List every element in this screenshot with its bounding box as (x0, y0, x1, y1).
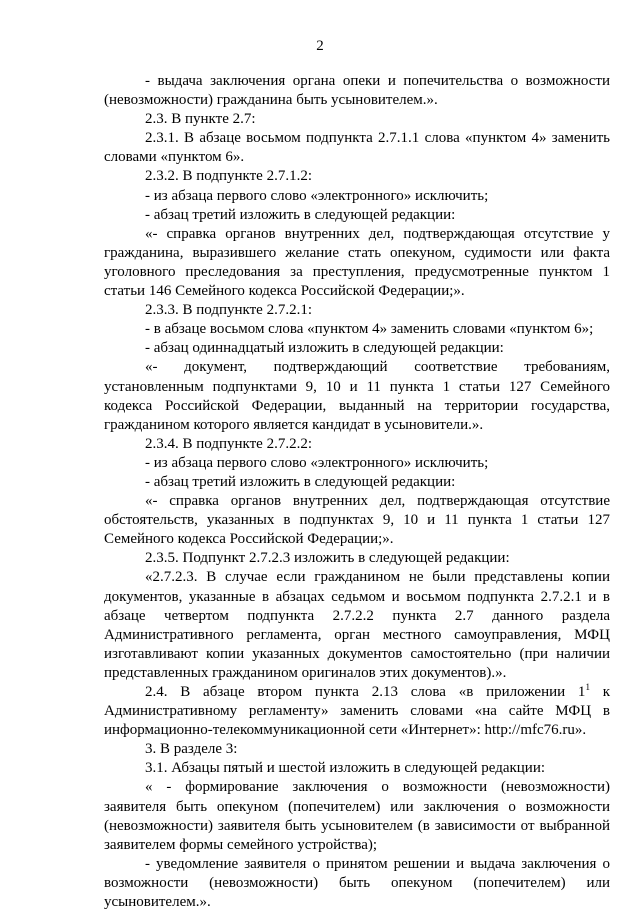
paragraph: «2.7.2.3. В случае если гражданином не были представлены копии документов, указанные в абзацах седьмом и восьмом подпункта 2.7.2.1 и в абзаце четвертом подпункта 2.7.2.2 пункта 2.7 данного раздела Административного регламента, орган местного самоуправления, МФЦ изготавливают копии указанных документов самостоятельно (при наличии представленных гражданином оригиналов этих документов).». (104, 569, 610, 681)
paragraph: «- документ, подтверждающий соответствие требованиям, установленным подпунктами 9, 10 и 11 пункта 1 статьи 127 Семейного кодекса Российской Федерации, выданный на территории государства, гражданином которого является кандидат в усыновители.». (104, 359, 610, 433)
paragraph: - из абзаца первого слово «электронного» исключить; (145, 454, 489, 471)
superscript: 1 (585, 682, 590, 692)
paragraph: - из абзаца первого слово «электронного» исключить; (145, 187, 489, 204)
document-body (104, 72, 610, 912)
paragraph: - абзац третий изложить в следующей редакции: (145, 473, 456, 490)
paragraph-text: к Административному регламенту» заменить словами «на сайте МФЦ в информационно-телекоммуникационной сети «Интернет»: http://mfc76.ru». (104, 684, 610, 739)
paragraph: - в абзаце восьмом слова «пунктом 4» заменить словами «пунктом 6»; (145, 321, 594, 338)
paragraph: 3. В разделе 3: (145, 741, 238, 758)
paragraph: «- справка органов внутренних дел, подтверждающая отсутствие у гражданина, выразившего желание стать опекуном, судимости или факта уголовного преследования за преступления, предусмотренные пунктом 1 статьи 146 Семейного кодекса Российской Федерации;». (104, 225, 610, 300)
paragraph: 2.3.5. Подпункт 2.7.2.3 изложить в следующей редакции: (145, 550, 510, 567)
paragraph: - абзац третий изложить в следующей редакции: (145, 206, 456, 223)
paragraph-text: 2.4. В абзаце втором пункта 2.13 слова «в приложении 1 (145, 684, 586, 700)
paragraph: « - формирование заключения о возможности (невозможности) заявителя быть опекуном (попечителем) или заключения о возможности (невозможности) заявителя быть усыновителем (в зависимости от выбранной заявителем формы семейного устройства); (104, 779, 610, 853)
paragraph: - выдача заключения органа опеки и попечительства о возможности (невозможности) гражданина быть усыновителем.». (104, 73, 610, 109)
paragraph: 2.3.4. В подпункте 2.7.2.2: (145, 435, 313, 452)
paragraph: «- справка органов внутренних дел, подтверждающая отсутствие обстоятельств, указанных в подпунктах 9, 10 и 11 пункта 1 статьи 127 Семейного кодекса Российской Федерации;». (104, 493, 610, 548)
paragraph: 2.3.3. В подпункте 2.7.2.1: (145, 302, 313, 319)
paragraph: 2.3.1. В абзаце восьмом подпункта 2.7.1.1 слова «пунктом 4» заменить словами «пунктом 6». (104, 130, 610, 166)
paragraph: - абзац одиннадцатый изложить в следующей редакции: (145, 340, 504, 357)
paragraph: - уведомление заявителя о принятом решении и выдача заключения о возможности (невозможности) быть опекуном (попечителем) или усыновителем.». (104, 855, 610, 911)
page-number: 2 (316, 38, 324, 54)
paragraph: 2.3. В пункте 2.7: (145, 111, 256, 128)
paragraph: 3.1. Абзацы пятый и шестой изложить в следующей редакции: (145, 760, 546, 777)
paragraph: 2.3.2. В подпункте 2.7.1.2: (145, 168, 313, 185)
paragraph (104, 683, 610, 740)
